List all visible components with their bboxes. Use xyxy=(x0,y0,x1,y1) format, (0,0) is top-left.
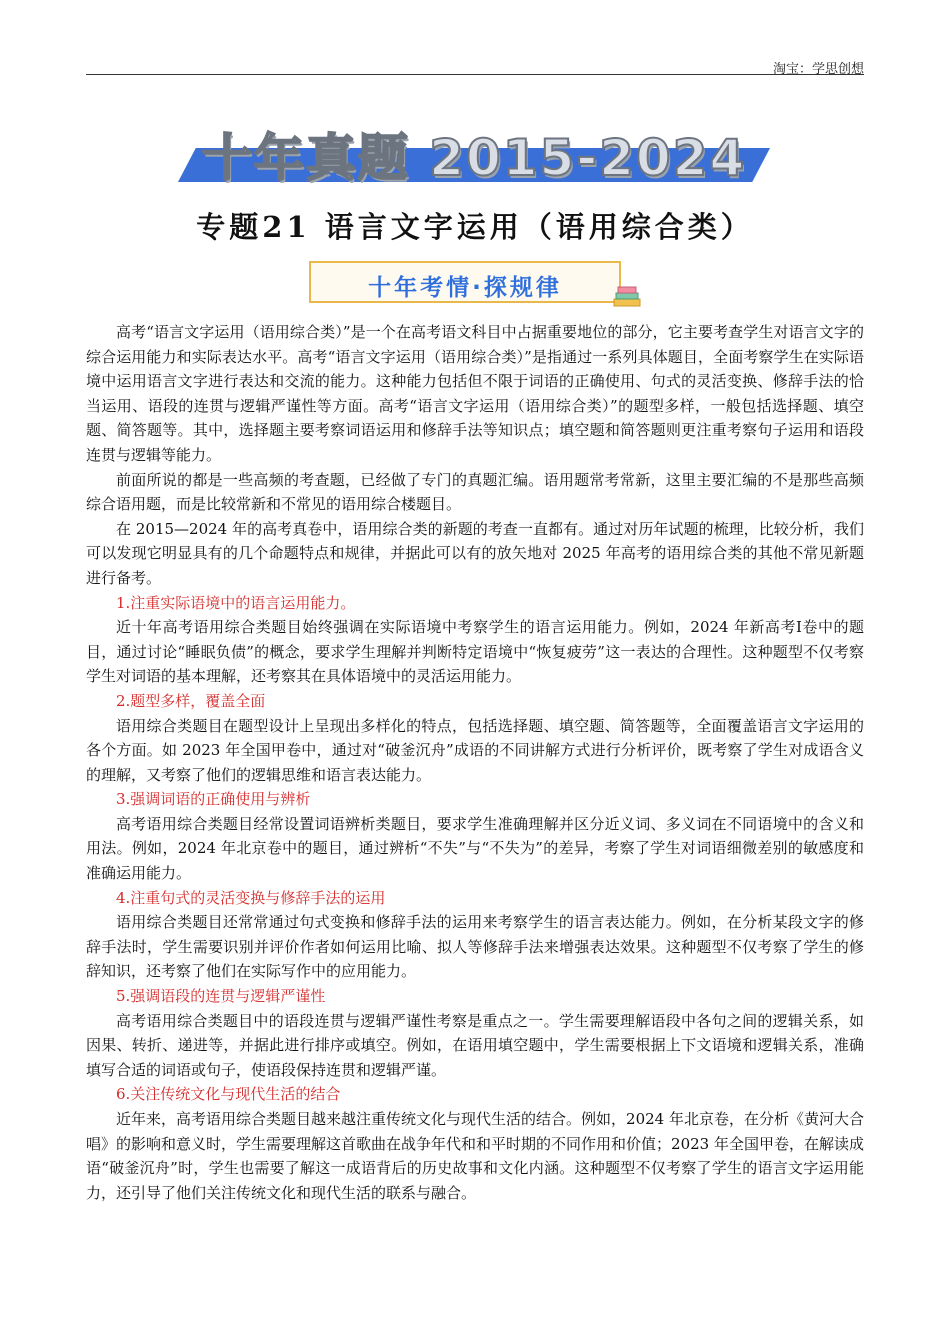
intro-paragraph: 在 2015—2024 年的高考真卷中，语用综合类的新题的考查一直都有。通过对历年试题的梳理，比较分析，我们可以发现它明显具有的几个命题特点和规律，并据此可以有的放矢地对 2025 年高考的语用综合类的其他不常见新题进行备考。 xyxy=(86,519,864,587)
header-text: 淘宝：学思创想 xyxy=(772,62,864,77)
document-subtitle: 专题21 语言文字运用（语用综合类） xyxy=(196,210,754,244)
section-body: 语用综合类题目还常常通过句式变换和修辞手法的运用来考察学生的语言表达能力。例如，在分析某段文字的修辞手法时，学生需要识别并评价作者如何运用比喻、拟人等修辞手法来增强表达效果。这种题型不仅考察了学生的修辞知识，还考察了他们在实际写作中的应用能力。 xyxy=(86,913,864,981)
section-heading: 2.题型多样，覆盖全面 xyxy=(116,691,266,710)
section-badge xyxy=(309,261,621,303)
section-body: 语用综合类题目在题型设计上呈现出多样化的特点，包括选择题、填空题、简答题等，全面覆盖语言文字运用的各个方面。如 2023 年全国甲卷中，通过对“破釜沉舟”成语的不同讲解方式进行分析评价，既考察了学生对成语含义的理解，又考察了他们的逻辑思维和语言表达能力。 xyxy=(86,716,864,784)
section-body: 近年来，高考语用综合类题目越来越注重传统文化与现代生活的结合。例如，2024 年北京卷，在分析《黄河大合唱》的影响和意义时，学生需要理解这首歌曲在战争年代和和平时期的不同作用和价值；2023 年全国甲卷，在解读成语“破釜沉舟”时，学生也需要了解这一成语背后的历史故事和文化内涵。这种题型不仅考察了学生的语言文字运用能力，还引导了他们关注传统文化和现代生活的联系与融合。 xyxy=(86,1110,864,1202)
section-heading: 1.注重实际语境中的语言运用能力。 xyxy=(116,593,356,612)
header-rule xyxy=(86,74,864,75)
books-icon xyxy=(612,283,642,309)
article-body xyxy=(86,320,864,1205)
title-banner xyxy=(178,112,770,190)
section-heading: 4.注重句式的灵活变换与修辞手法的运用 xyxy=(116,888,386,907)
intro-paragraph: 前面所说的都是一些高频的考查题，已经做了专门的真题汇编。语用题常考常新，这里主要汇编的不是那些高频综合语用题，而是比较常新和不常见的语用综合楼题目。 xyxy=(86,470,864,514)
badge-text: 十年考情·探规律 xyxy=(368,275,562,301)
section-heading: 6.关注传统文化与现代生活的结合 xyxy=(116,1085,341,1104)
section-body: 近十年高考语用综合类题目始终强调在实际语境中考察学生的语言运用能力。例如，2024 年新高考Ⅰ卷中的题目，通过讨论“睡眠负债”的概念，要求学生理解并判断特定语境中“恢复疲劳”这一表达的合理性。这种题型不仅考察学生对词语的基本理解，还考察其在具体语境中的灵活运用能力。 xyxy=(86,618,864,686)
section-body: 高考语用综合类题目中的语段连贯与逻辑严谨性考察是重点之一。学生需要理解语段中各句之间的逻辑关系，如因果、转折、递进等，并据此进行排序或填空。例如，在语用填空题中，学生需要根据上下文语境和逻辑关系，准确填写合适的词语或句子，使语段保持连贯和逻辑严谨。 xyxy=(86,1011,864,1079)
intro-paragraph: 高考“语言文字运用（语用综合类）”是一个在高考语文科目中占据重要地位的部分，它主要考查学生对语言文字的综合运用能力和实际表达水平。高考“语言文字运用（语用综合类）”是指通过一系列具体题目，全面考察学生在实际语境中运用语言文字进行表达和交流的能力。这种能力包括但不限于词语的正确使用、句式的灵活变换、修辞手法的恰当运用、语段的连贯与逻辑严谨性等方面。高考“语言文字运用（语用综合类）”的题型多样，一般包括选择题、填空题、简答题等。其中，选择题主要考察词语运用和修辞手法等知识点；填空题和简答题则更注重考察句子运用和语段连贯与逻辑等能力。 xyxy=(86,323,864,464)
section-heading: 3.强调词语的正确使用与辨析 xyxy=(116,790,311,809)
banner-title: 十年真题 2015-2024 xyxy=(201,129,747,187)
section-body: 高考语用综合类题目经常设置词语辨析类题目，要求学生准确理解并区分近义词、多义词在不同语境中的含义和用法。例如，2024 年北京卷中的题目，通过辨析“不失”与“不失为”的差异，考察了学生对词语细微差别的敏感度和准确运用能力。 xyxy=(86,814,864,883)
section-heading: 5.强调语段的连贯与逻辑严谨性 xyxy=(116,987,326,1006)
